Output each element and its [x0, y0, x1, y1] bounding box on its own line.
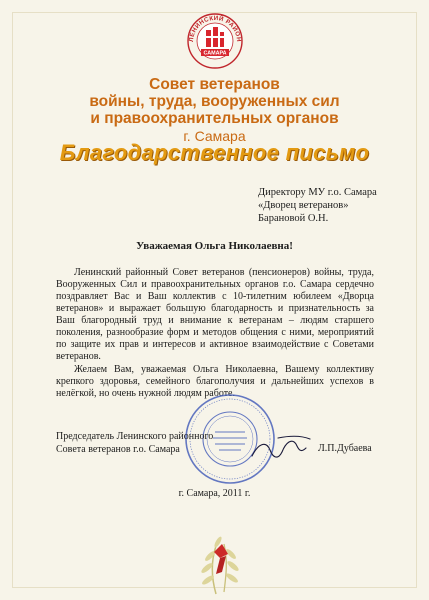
handwritten-signature-icon: [248, 430, 314, 468]
document-title: Благодарственное письмо: [59, 140, 370, 165]
place-date: г. Самара, 2011 г.: [178, 488, 251, 499]
organization-city: г. Самара: [183, 128, 246, 144]
organization-line-1: Совет ветеранов: [149, 76, 280, 93]
addressee-line-3: Барановой О.Н.: [258, 213, 329, 224]
district-emblem-icon: [184, 10, 246, 72]
addressee-block: [258, 186, 377, 225]
addressee-line-2: «Дворец ветеранов»: [258, 200, 349, 211]
emblem-arc-text: ЛЕНИНСКИЙ РАЙОН: [187, 14, 243, 43]
greeting: Уважаемая Ольга Николаевна!: [136, 240, 293, 252]
organization-line-2: войны, труда, вооруженных сил: [89, 93, 340, 110]
signatory-position-line-2: Совета ветеранов г.о. Самара: [56, 444, 180, 455]
organization-heading: [0, 76, 429, 145]
laurel-branch-icon: [176, 522, 252, 598]
signatory-name: Л.П.Дубаева: [318, 443, 372, 454]
letter-body: [56, 267, 374, 400]
body-paragraph-1: Ленинский районный Совет ветеранов (пенсионеров) войны, труда, Вооруженных Сил и правоохранительных органов г.о. Самара сердечно поздравляет Вас и Ваш коллектив с 10-тилетним юбилеем «Дворца ветеранов» и выражает большую благодарность и признательность за Ваш благородный труд и внимание к ветеранам – людям старшего поколения, разнообразие форм и методов общения с ними, мероприятий по защите их прав и интересов и активное взаимодействие с Советами ветеранов.: [56, 267, 374, 362]
signatory-position-line-1: Председатель Ленинского районного: [56, 431, 214, 442]
emblem-city-text: САМАРА: [203, 50, 227, 57]
body-paragraph-2: Желаем Вам, уважаемая Ольга Николаевна, Вашему коллективу крепкого здоровья, семейного благополучия и дальнейших успехов в нелёгкой, но очень нужной людям работе.: [56, 364, 374, 399]
signatory-position: [56, 430, 213, 456]
organization-line-3: и правоохранительных органов: [90, 110, 339, 127]
addressee-line-1: Директору МУ г.о. Самара: [258, 187, 377, 198]
